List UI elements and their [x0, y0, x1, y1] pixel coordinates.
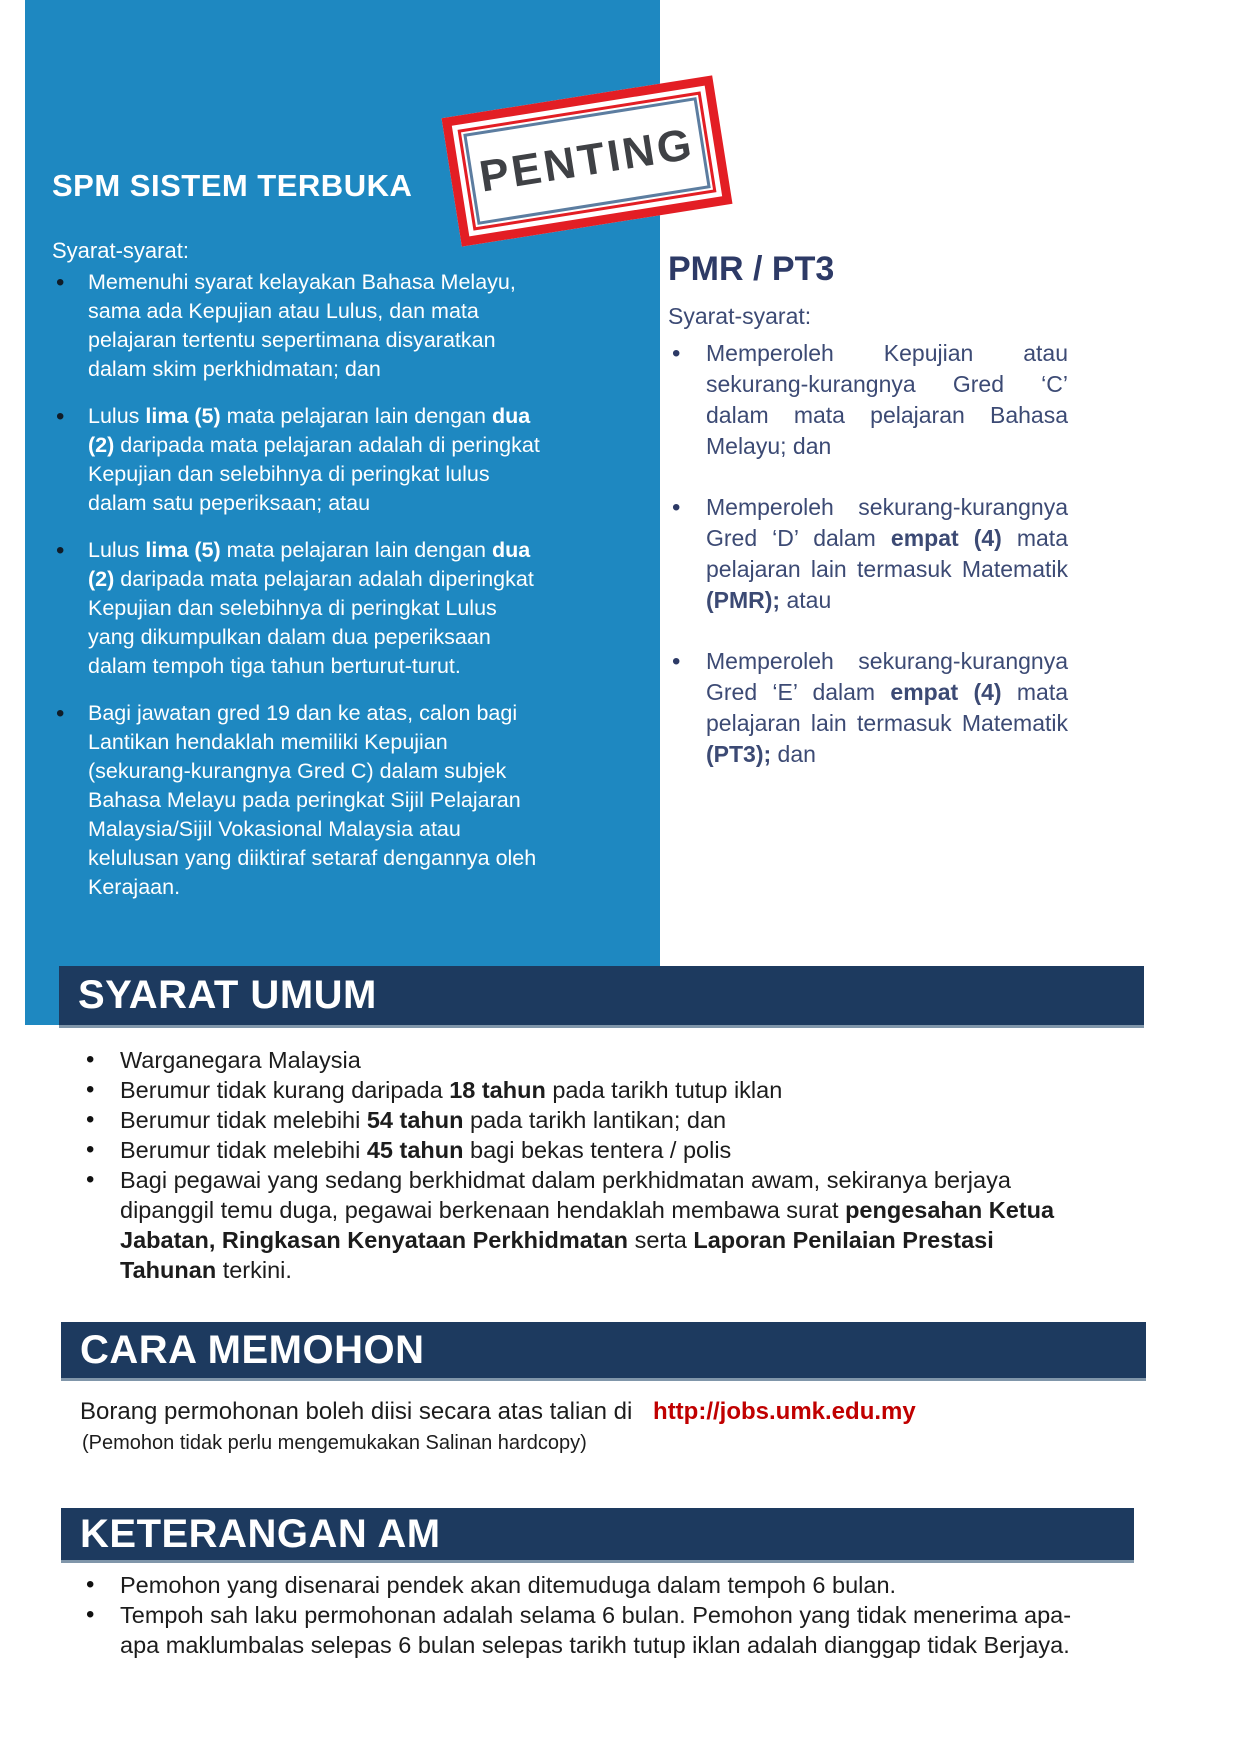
text-segment: lima (5) — [145, 538, 221, 562]
text-segment: terkini. — [216, 1257, 292, 1283]
text-segment: serta — [628, 1227, 694, 1253]
spm-requirements-list — [52, 268, 544, 920]
text-segment: atau — [780, 587, 832, 613]
syarat-umum-list — [80, 1045, 1090, 1285]
list-item — [80, 1045, 1090, 1075]
list-item — [52, 268, 544, 384]
list-item — [668, 338, 1068, 462]
text-segment: dua (2) — [88, 538, 531, 591]
syarat-umum-header-bar — [59, 966, 1144, 1025]
text-segment: Bagi jawatan gred 19 dan ke atas, calon bagi Lantikan hendaklah memiliki Kepujian (sekurang-kurangnya Gred C) dalam subjek Bahasa Melayu pada peringkat Sijil Pelajaran Malaysia/Sijil Vokasional Malaysia atau kelulusan yang diiktiraf setaraf dengannya oleh Kerajaan. — [88, 701, 537, 899]
text-segment: Berumur tidak kurang daripada — [120, 1077, 450, 1103]
text-segment: empat (4) — [890, 525, 1002, 551]
text-segment: dua (2) — [88, 404, 531, 457]
text-segment: pengesahan Ketua Jabatan, Ringkasan Kenyataan Perkhidmatan — [120, 1197, 1055, 1253]
text-segment: pada tarikh lantikan; dan — [463, 1107, 727, 1133]
text-segment: Berumur tidak melebihi — [120, 1107, 367, 1133]
text-segment: Memperoleh sekurang-kurangnya Gred ‘E’ dalam — [706, 648, 1068, 705]
text-segment: Memperoleh sekurang-kurangnya Gred ‘D’ dalam — [706, 494, 1068, 551]
text-segment: Pemohon yang disenarai pendek akan ditemuduga dalam tempoh 6 bulan. — [120, 1572, 897, 1598]
pmr-pt3-subtitle: Syarat-syarat: — [668, 303, 812, 329]
text-segment: dan — [771, 741, 816, 767]
application-url-link[interactable]: http://jobs.umk.edu.my — [653, 1398, 916, 1425]
text-segment: Lulus — [88, 404, 146, 428]
pmr-pt3-title: PMR / PT3 — [668, 250, 835, 288]
text-segment: (PT3); — [706, 741, 772, 767]
text-segment: Berumur tidak melebihi — [120, 1137, 367, 1163]
text-segment: mata pelajaran lain termasuk Matematik — [706, 525, 1068, 582]
list-item — [668, 646, 1068, 770]
text-segment: mata pelajaran lain termasuk Matematik — [706, 679, 1068, 736]
text-segment: 45 tahun — [366, 1137, 464, 1163]
list-item — [52, 536, 544, 681]
cara-memohon-body — [80, 1398, 916, 1426]
text-segment: empat (4) — [890, 679, 1002, 705]
list-item — [52, 699, 544, 902]
cara-memohon-title: CARA MEMOHON — [80, 1327, 425, 1372]
text-segment: Lulus — [88, 538, 146, 562]
text-segment: Laporan Penilaian Prestasi Tahunan — [120, 1227, 994, 1283]
text-segment: Warganegara Malaysia — [120, 1047, 361, 1073]
spm-panel-subtitle: Syarat-syarat: — [52, 238, 189, 263]
text-segment: daripada mata pelajaran adalah diperingkat Kepujian dan selebihnya di peringkat Lulus yang dikumpulkan dalam dua peperiksaan dalam tempoh tiga tahun berturut-turut. — [88, 567, 534, 678]
cara-memohon-note: (Pemohon tidak perlu mengemukakan Salinan hardcopy) — [82, 1432, 587, 1454]
text-segment: Memenuhi syarat kelayakan Bahasa Melayu, sama ada Kepujian atau Lulus, dan mata pelajaran tertentu sepertimana disyaratkan dalam skim perkhidmatan; dan — [88, 270, 516, 381]
penting-stamp-innermost-frame — [463, 97, 710, 225]
list-item — [80, 1135, 1090, 1165]
text-segment: daripada mata pelajaran adalah di peringkat Kepujian dan selebihnya di peringkat lulus dalam satu peperiksaan; atau — [88, 433, 540, 515]
list-item — [668, 492, 1068, 616]
penting-stamp-inner-frame — [458, 91, 717, 230]
list-item — [80, 1600, 1090, 1660]
spm-panel-title: SPM SISTEM TERBUKA — [52, 168, 413, 203]
text-segment: Tempoh sah laku permohonan adalah selama 6 bulan. Pemohon yang tidak menerima apa-apa maklumbalas selepas 6 bulan selepas tarikh tutup iklan adalah dianggap tidak Berjaya. — [120, 1602, 1072, 1658]
list-item — [52, 402, 544, 518]
list-item — [80, 1075, 1090, 1105]
pmr-pt3-panel — [668, 250, 1068, 800]
list-item — [80, 1570, 1090, 1600]
cara-memohon-header-bar — [61, 1322, 1146, 1378]
keterangan-am-header-bar — [61, 1508, 1134, 1560]
text-segment: mata pelajaran lain dengan — [220, 538, 492, 562]
text-segment: 54 tahun — [366, 1107, 464, 1133]
list-item — [80, 1105, 1090, 1135]
text-segment: (PMR); — [706, 587, 781, 613]
list-item — [80, 1165, 1090, 1285]
text-segment: mata pelajaran lain dengan — [220, 404, 492, 428]
penting-stamp-label: PENTING — [476, 119, 698, 202]
text-segment: Memperoleh Kepujian atau sekurang-kurangnya Gred ‘C’ dalam mata pelajaran Bahasa Melayu; dan — [706, 340, 1068, 459]
text-segment: lima (5) — [145, 404, 221, 428]
text-segment: bagi bekas tentera / polis — [463, 1137, 732, 1163]
keterangan-am-list — [80, 1570, 1090, 1660]
syarat-umum-title: SYARAT UMUM — [78, 973, 377, 1017]
keterangan-am-title: KETERANGAN AM — [80, 1511, 441, 1556]
pmr-requirements-list — [668, 338, 1068, 770]
text-segment: Bagi pegawai yang sedang berkhidmat dalam perkhidmatan awam, sekiranya berjaya dipanggil temu duga, pegawai berkenaan hendaklah membawa surat — [120, 1167, 1011, 1223]
text-segment: Borang permohonan boleh diisi secara atas talian di — [80, 1398, 640, 1425]
text-segment: 18 tahun — [449, 1077, 546, 1103]
text-segment: pada tarikh tutup iklan — [545, 1077, 783, 1103]
